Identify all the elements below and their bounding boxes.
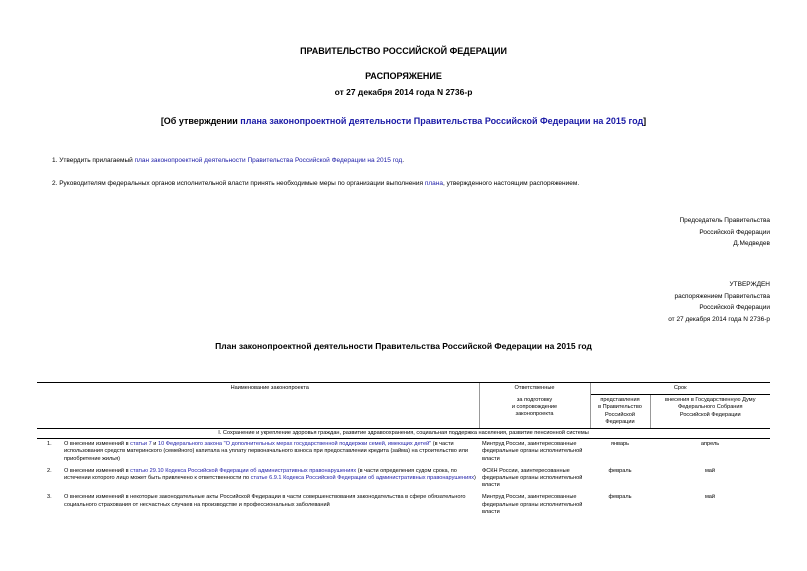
section-heading: I. Сохранение и укрепление здоровья граждан, развитие здравоохранения, социальная поддержка населения, развитие пенсионной системы (37, 429, 770, 439)
signature-line-1: Председатель Правительства (679, 217, 770, 224)
row-title (61, 466, 479, 493)
subheader-name-cell (61, 395, 479, 429)
row-term-government: январь (610, 441, 630, 448)
header-responsible-sub: за подготовку и сопровождение законопроекта (479, 395, 590, 429)
plan-table (37, 382, 770, 519)
signature-line-2: Российской Федерации (699, 228, 770, 236)
table-row (37, 439, 770, 466)
row-number: 3. (47, 494, 52, 501)
row-title (61, 439, 479, 466)
subheader-num-cell (37, 395, 61, 429)
subject-suffix: ] (643, 116, 647, 126)
subject-link[interactable]: плана законопроектной деятельности Правительства Российской Федерации на 2015 год (240, 116, 644, 126)
row-term-duma: май (704, 494, 716, 501)
subject-prefix: [Об утверждении (160, 116, 241, 126)
signature-line-3: Д.Медведев (733, 240, 770, 247)
paragraph-1-prefix: 1. Утвердить прилагаемый (52, 157, 135, 164)
row-responsible: Минтруд России, заинтересованные федеральные органы исполнительной власти (482, 441, 583, 462)
law-link[interactable]: статье 6.9.1 Кодекса Российской Федерации об административных правонарушениях (250, 475, 475, 482)
approval-line-2: распоряжением Правительства (674, 292, 770, 300)
row-title-text: (в части использования средств материнского (семейного) капитала на уплату первоначального взноса при предоставлении кредита (займа) на строительство или приобретение жилья) (64, 441, 468, 462)
row-term-government: февраль (608, 494, 632, 501)
header-term: Срок (590, 383, 770, 395)
row-term-duma: апрель (700, 441, 720, 448)
approval-line-1: УТВЕРЖДЕН (729, 281, 770, 288)
paragraph-1-suffix: . (402, 157, 405, 164)
header-term-duma: внесения в Государственную Думу Федерального Собрания Российской Федерации (650, 395, 770, 429)
row-title-text: ) (474, 475, 476, 482)
plan-title: План законопроектной деятельности Правительства Российской Федерации на 2015 год (215, 341, 592, 351)
table-row (37, 492, 770, 519)
row-number: 1. (47, 441, 52, 448)
approval-block (668, 279, 770, 325)
government-heading: ПРАВИТЕЛЬСТВО РОССИЙСКОЙ ФЕДЕРАЦИИ (300, 46, 507, 56)
row-term-duma: май (704, 467, 716, 474)
paragraph-2-prefix: 2. Руководителям федеральных органов исполнительной власти принять необходимые меры по организации выполнения (52, 180, 425, 187)
header-name: Наименование законопроекта (61, 383, 479, 395)
law-link[interactable]: статью 29.10 Кодекса Российской Федерации об административных правонарушениях (130, 467, 357, 474)
document-date: от 27 декабря 2014 года N 2736-р (334, 87, 473, 97)
row-title-text: и (151, 441, 158, 448)
document-type-heading: РАСПОРЯЖЕНИЕ (365, 71, 442, 81)
header-term-government: представления в Правительство Российской Федерации (590, 395, 650, 429)
row-title (61, 492, 479, 519)
approval-line-4: от 27 декабря 2014 года N 2736-р (668, 315, 770, 323)
law-link[interactable]: статьи 7 (130, 441, 152, 448)
plan-link[interactable]: план законопроектной деятельности Правительства Российской Федерации на 2015 год (134, 157, 403, 164)
law-link[interactable]: 10 Федерального закона "О дополнительных мерах государственной поддержки семей, имеющих детей" (157, 441, 432, 448)
table-row (37, 466, 770, 493)
row-responsible: Минтруд России, заинтересованные федеральные органы исполнительной власти (482, 494, 583, 515)
row-title-text: (в части определения судом срока, по истечении которого лицо может быть привлечено к ответственности по (64, 467, 457, 482)
row-responsible: ФСКН России, заинтересованные федеральные органы исполнительной власти (482, 467, 583, 489)
document-subject (0, 116, 807, 126)
approval-line-3: Российской Федерации (699, 304, 770, 311)
paragraph-2 (52, 180, 579, 187)
row-term-government: февраль (608, 467, 632, 474)
signature-block (679, 215, 770, 250)
plan-short-link[interactable]: плана (424, 180, 443, 187)
row-number: 2. (47, 467, 52, 474)
row-title-text: О внесении изменений в некоторые законодательные акты Российской Федерации в части совершенствования законодательства в сфере обязательного социального страхования от несчастных случаев на производстве и профессиональных заболеваний (64, 494, 466, 508)
header-responsible: Ответственные (479, 383, 590, 395)
header-num-cell (37, 383, 61, 395)
paragraph-2-suffix: , утвержденного настоящим распоряжением. (443, 180, 580, 187)
paragraph-1 (52, 157, 404, 164)
row-title-text: О внесении изменений в (64, 467, 131, 474)
row-title-text: О внесении изменений в (64, 441, 131, 448)
